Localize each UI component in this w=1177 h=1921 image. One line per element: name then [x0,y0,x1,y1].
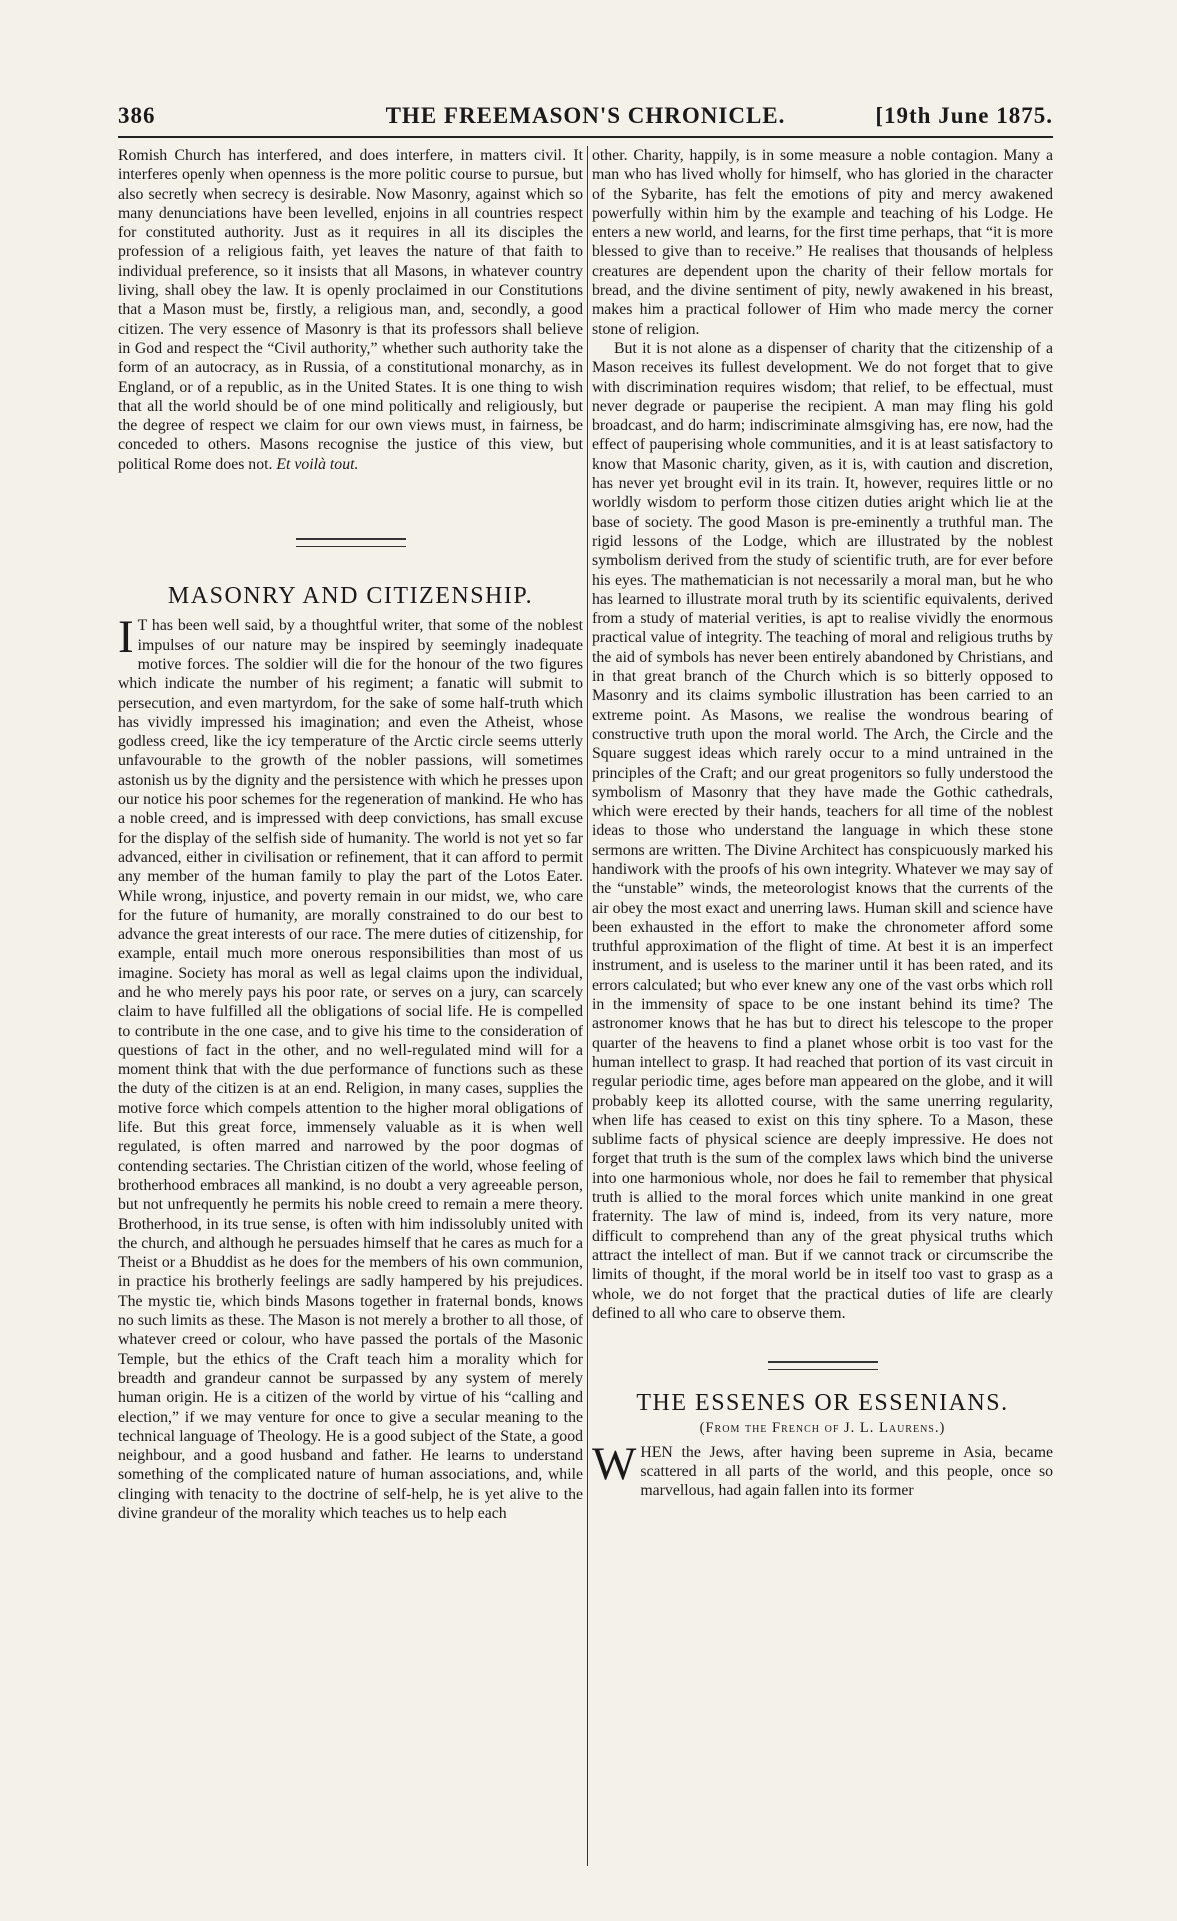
publication-title: THE FREEMASON'S CHRONICLE. [385,103,786,128]
masonry-article-text [118,611,583,1523]
continued-article-text [118,146,583,474]
section-title-essenes: THE ESSENES OR ESSENIANS. [636,1390,1009,1417]
masonry-article-body: T has been well said, by a thoughtful writer, that some of the noblest impulses of our nature may be inspired by seemingly inadequate motive forces. The soldier will die for the honour of the two figures which indicate the number of his regiment; a fanatic will submit to persecution, and even martyrdom, for the sake of some half-truth which has vividly impressed his imagination; and even the Atheist, whose godless creed, like the icy temperature of the Arctic circle seems utterly unfavourable to the growth of the nobler passions, will sometimes astonish us by the dignity and the persistence with which he presses upon our notice his poor schemes for the regeneration of mankind. He who has a noble creed, and is impressed with deep convictions, has small excuse for the display of the selfish side of humanity. The world is not yet so far advanced, either in civilisation or refinement, that it can afford to permit any member of the human family to play the part of the Lotos Eater. While wrong, injustice, and poverty remain in our midst, we, who care for the future of humanity, are morally constrained to do our best to advance the great interests of our race. The mere duties of citizenship, for example, entail much more onerous responsibilities than most of us imagine. Society has moral as well as legal claims upon the individual, and he who merely pays his poor rate, or serves on a jury, can scarcely claim to have fulfilled all the obligations of social life. He is compelled to contribute in the one case, and to give his time to the consideration of questions of fact in the other, and no well-regulated mind will for a moment think that with the due performance of functions such as these the duty of the citizen is at an end. Religion, in many cases, supplies the motive force which compels attention to the higher moral obligations of life. But this great force, immensely valuable as it is when well regulated, is often marred and narrowed by the poor dogmas of contending sectaries. The Christian citizen of the world, whose feeling of brotherhood embraces all mankind, is no doubt a very agreeable person, but not unfrequently he permits his noble creed to remain a mere theory. Brotherhood, in its true sense, is often with him indissolubly united with the church, and although he persuades himself that he cares as much for a Theist or a Bhuddist as he does for the members of his own communion, in practice his brotherly feelings are sadly hampered by his prejudices. The mystic tie, which binds Masons together in fraternal bonds, knows no such limits as these. The Mason is not merely a brother to all those, of whatever creed or colour, who have passed the portals of the Masonic Temple, but the ethics of the Craft teach him a morality which for breadth and grandeur cannot be surpassed by any system of merely human origin. He is a citizen of the world by virtue of his “calling and election,” if we may venture for once to give a secular meaning to the technical language of Theology. He is a good subject of the State, a good neighbour, and a good husband and father. He learns to understand something of the complicated nature of human associations, and, while clinging with tenacity to the doctrine of self-help, he is yet alive to the divine grandeur of the morality which teaches us to help each [118,617,583,1522]
right-column [592,146,1053,1501]
issue-date: [19th June 1875. [875,103,1053,128]
column-separator [587,146,588,1866]
header-rule [118,136,1053,138]
essenes-article-body: HEN the Jews, after having been supreme in Asia, became scattered in all parts of the world, and this people, once so marvellous, had again fallen into its former [640,1443,1053,1500]
page-header [118,103,1053,133]
dropcap-letter: W [592,1437,637,1490]
essenes-article-text [592,1437,1053,1501]
left-column [118,146,583,1523]
byline: (From the French of J. L. Laurens.) [699,1420,946,1437]
paragraph-1: other. Charity, happily, is in some measure a noble contagion. Many a man who has lived wholly for himself, who has gloried in the character of the Sybarite, has felt the emotions of pity and mercy awakened powerfully within him by the example and teaching of his Lodge. He enters a new world, and learns, for the first time perhaps, that “it is more blessed to give than to receive.” He realises that thousands of helpless creatures are dependent upon the charity of their fellow mortals for bread, and the divine sentiment of pity, newly awakened in his breast, makes him a practical follower of Him who made mercy the corner stone of religion. [592,147,1053,338]
section-divider [768,1361,878,1370]
page-number: 386 [118,103,156,128]
continued-text: Romish Church has interfered, and does interfere, in matters civil. It interferes openly when openness is the more politic course to pursue, but also secretly when secrecy is desirable. Now Masonry, against which so many denunciations have been levelled, enjoins in all countries respect for constituted authority. Just as it requires in all its disciples the profession of a religious faith, yet leaves the nature of that faith to individual preference, so it insists that all Masons, in whatever country living, shall obey the law. It is openly proclaimed in our Constitutions that a Mason must be, firstly, a religious man, and, secondly, a good citizen. The very essence of Masonry is that its professors shall believe in God and respect the “Civil authority,” whether such authority take the form of an autocracy, as in Russia, of a constitutional monarchy, as in England, or of a republic, as in the United States. It is one thing to wish that all the world should be of one mind politically and religiously, but the degree of respect we claim for our own views must, in fairness, be conceded to others. Masons recognise the justice of this view, but political Rome does not. [118,147,583,473]
dropcap-letter: I [118,611,134,664]
section-title-masonry: MASONRY AND CITIZENSHIP. [167,583,534,610]
continued-text-italic: Et voilà tout. [276,455,359,473]
paragraph-2: But it is not alone as a dispenser of charity that the citizenship of a Mason receives its fullest development. We do not forget that to give with discrimination requires wisdom; that relief, to be effectual, must never degrade or pauperise the recipient. A man may fling his gold broadcast, and do harm; indiscriminate almsgiving has, ere now, had the effect of pauperising whole communities, and it is at least satisfactory to know that Masonic charity, given, as it is, with caution and discretion, has never yet brought evil in its train. It, however, requires little or no worldly wisdom to perform those citizen duties aright which lie at the base of society. The good Mason is pre-eminently a truthful man. The rigid lessons of the Lodge, which are illustrated by the noblest symbolism derived from the study of scientific truth, are for ever before his eyes. The mathematician is not necessarily a moral man, but he who has learned to illustrate moral truth by its scientific equivalents, derived from a study of material verities, is apt to realise vividly the enormous practical value of integrity. The teaching of moral and religious truths by the aid of symbols has never been entirely abandoned by Christians, and in that great branch of the Church which is so bitterly opposed to Masonry and its claims symbolic illustration has been carried to an extreme point. As Masons, we realise the wondrous bearing of constructive truth upon the moral world. The Arch, the Circle and the Square suggest ideas which rarely occur to a mind untrained in the principles of the Craft; and our great progenitors so fully understood the symbolism of Masonry that they have made the Gothic cathedrals, which were erected by their hands, teachers for all time of the noblest ideas to those who understand the language in which these stone sermons are written. The Divine Architect has conspicuously marked his handiwork with the proofs of his own integrity. Whatever we may say of the “unstable” winds, the meteorologist knows that the currents of the air obey the most exact and unerring laws. Human skill and science have been exhausted in the effort to make the chronometer afford some truthful approximation of the flight of time. At best it is an imperfect instrument, and is useless to the mariner until it has been rated, and its errors calculated; but who ever knew any one of the vast orbs which roll in the immensity of space to be one instant behind its time? The astronomer knows that he has but to direct his telescope to the proper quarter of the heavens to find a planet whose orbit is too vast for the human intellect to grasp. It had reached that portion of its vast circuit in regular periodic time, ages before man appeared on the globe, and it will probably keep its allotted course, with the same unerring regularity, when life has ceased to exist on this tiny sphere. To a Mason, these sublime facts of physical science are deeply impressive. He does not forget that truth is the sum of the complex laws which bind the universe into one harmonious whole, nor does he fail to remember that physical truth is allied to the moral forces which unite mankind in one great fraternity. The law of mind is, indeed, from its very nature, more difficult to comprehend than any of the great physical truths which attract the intellect of man. But if we cannot track or circumscribe the limits of thought, if the moral world be in itself too vast to grasp as a whole, we do not forget that the practical duties of life are clearly defined to all who care to observe them. [592,339,1053,1322]
section-divider [296,538,406,547]
